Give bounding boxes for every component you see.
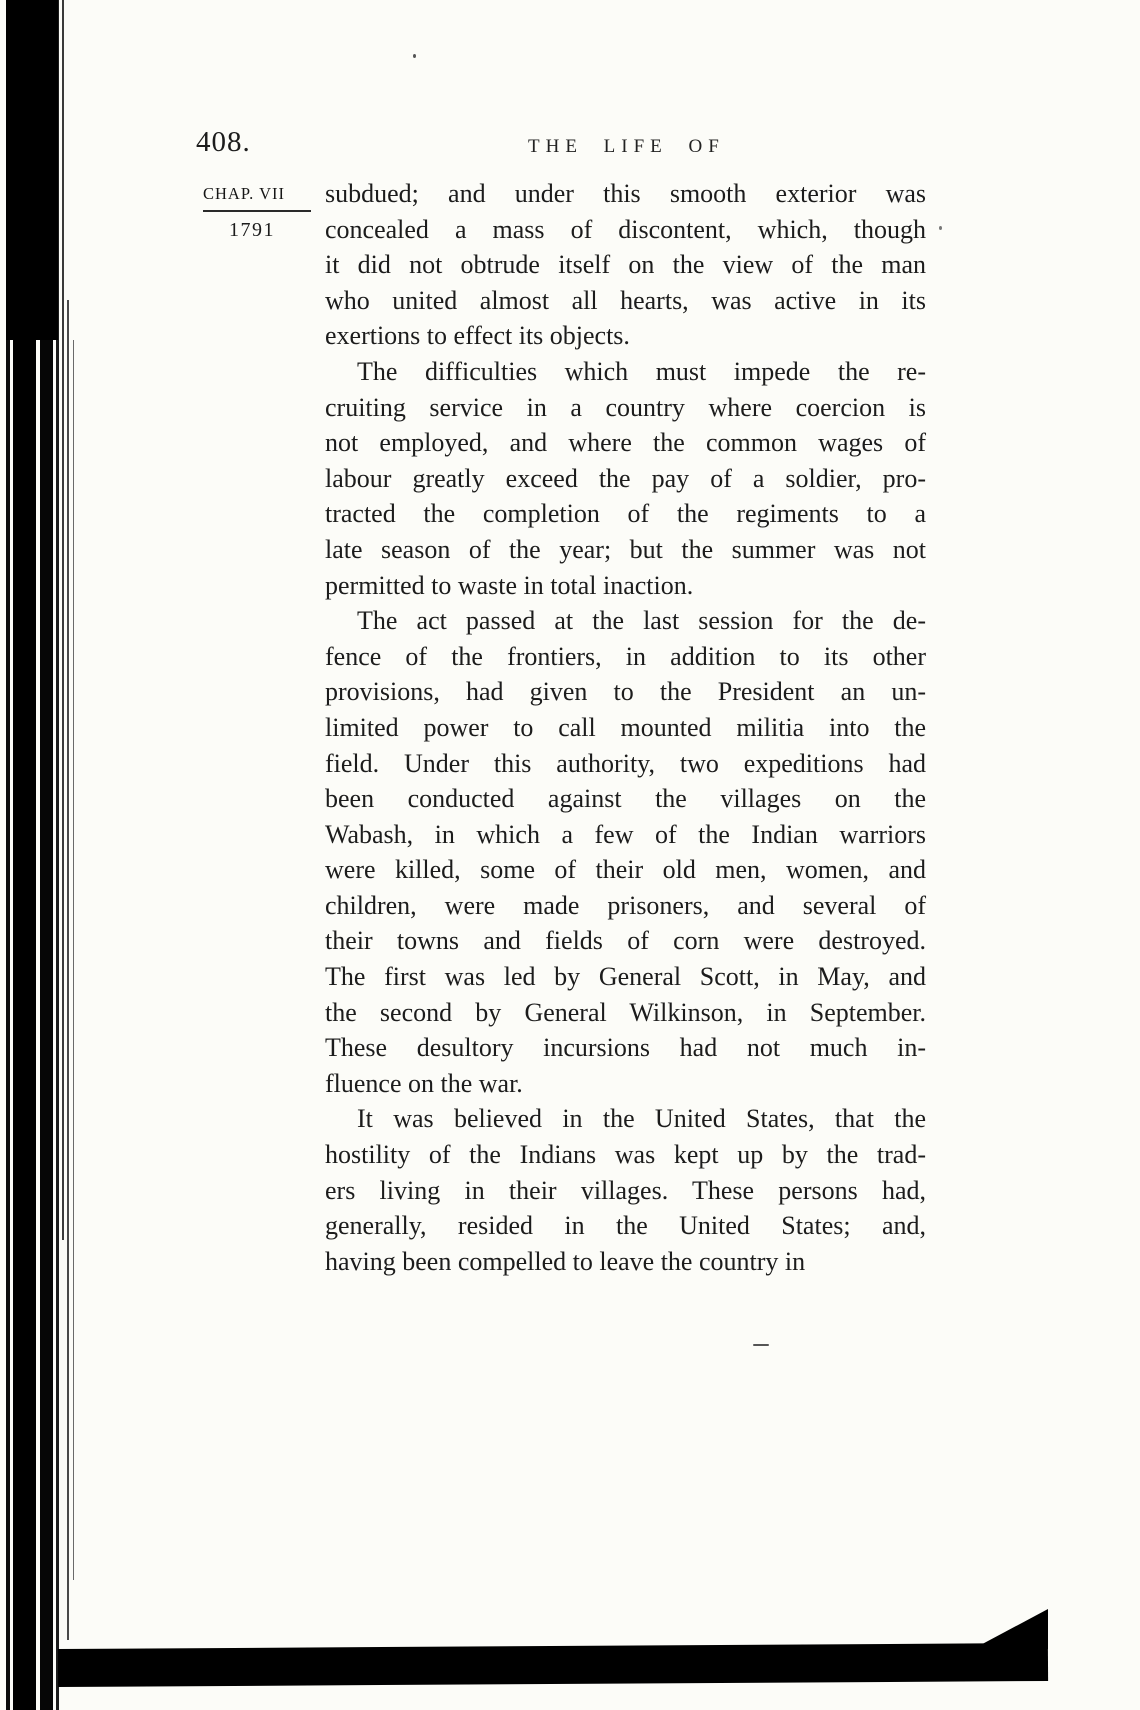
text-line: generally, resided in the United States; and, — [325, 1211, 926, 1241]
text-line: fence of the frontiers, in addition to its other — [325, 641, 926, 671]
paragraph — [325, 603, 926, 1101]
text-line: fluence on the war. — [325, 1068, 523, 1098]
paragraph — [325, 1101, 926, 1279]
text-line: cruiting service in a country where coercion is — [325, 392, 926, 422]
text-line: concealed a mass of discontent, which, though — [325, 214, 926, 244]
scan-speck — [753, 1344, 769, 1346]
scan-speck — [413, 54, 416, 58]
text-line: ers living in their villages. These persons had, — [325, 1175, 926, 1205]
text-line: labour greatly exceed the pay of a soldier, pro- — [325, 463, 926, 493]
binding-stripe — [67, 300, 69, 1640]
text-line: been conducted against the villages on the — [325, 784, 926, 814]
paragraph — [325, 354, 926, 603]
text-line: The difficulties which must impede the re- — [357, 356, 926, 386]
binding-stripe — [73, 340, 74, 1580]
text-line: having been compelled to leave the country in — [325, 1246, 806, 1276]
text-line: not employed, and where the common wages of — [325, 428, 926, 458]
text-line: subdued; and under this smooth exterior was — [325, 179, 926, 208]
year-label: 1791 — [229, 219, 275, 241]
text-line: The act passed at the last session for the de- — [357, 606, 926, 636]
text-line: children, were made prisoners, and several of — [325, 890, 926, 920]
margin-rule — [203, 210, 311, 212]
margin-notes — [203, 184, 313, 242]
page-number: 408. — [196, 126, 251, 158]
text-line: It was believed in the United States, that the — [357, 1104, 926, 1134]
binding-shadow-block — [6, 0, 58, 340]
text-line: tracted the completion of the regiments to a — [325, 499, 926, 529]
scan-shadow-bar — [58, 1643, 1048, 1687]
paragraph — [325, 176, 926, 354]
text-line: permitted to waste in total inaction. — [325, 570, 694, 600]
text-line: Wabash, in which a few of the Indian warriors — [325, 819, 926, 849]
text-line: it did not obtrude itself on the view of the man — [325, 250, 926, 280]
text-line: who united almost all hearts, was active in its — [325, 285, 926, 315]
binding-stripe — [62, 0, 64, 1240]
text-line: late season of the year; but the summer was not — [325, 534, 926, 564]
scan-speck — [939, 226, 942, 230]
text-line: provisions, had given to the President an un- — [325, 677, 926, 707]
body-text — [325, 176, 926, 1279]
chapter-label: CHAP. VII — [203, 184, 286, 203]
text-line: The first was led by General Scott, in May, and — [325, 962, 926, 992]
text-line: were killed, some of their old men, women, and — [325, 855, 926, 885]
text-line: hostility of the Indians was kept up by the trad- — [325, 1140, 926, 1170]
text-line: exertions to effect its objects. — [325, 321, 630, 351]
running-title: THE LIFE OF — [528, 136, 725, 157]
text-line: the second by General Wilkinson, in September. — [325, 997, 926, 1027]
text-line: their towns and fields of corn were destroyed. — [325, 926, 926, 956]
text-line: These desultory incursions had not much in- — [325, 1033, 926, 1063]
text-line: limited power to call mounted militia into the — [325, 712, 926, 742]
text-line: field. Under this authority, two expeditions had — [325, 748, 926, 778]
